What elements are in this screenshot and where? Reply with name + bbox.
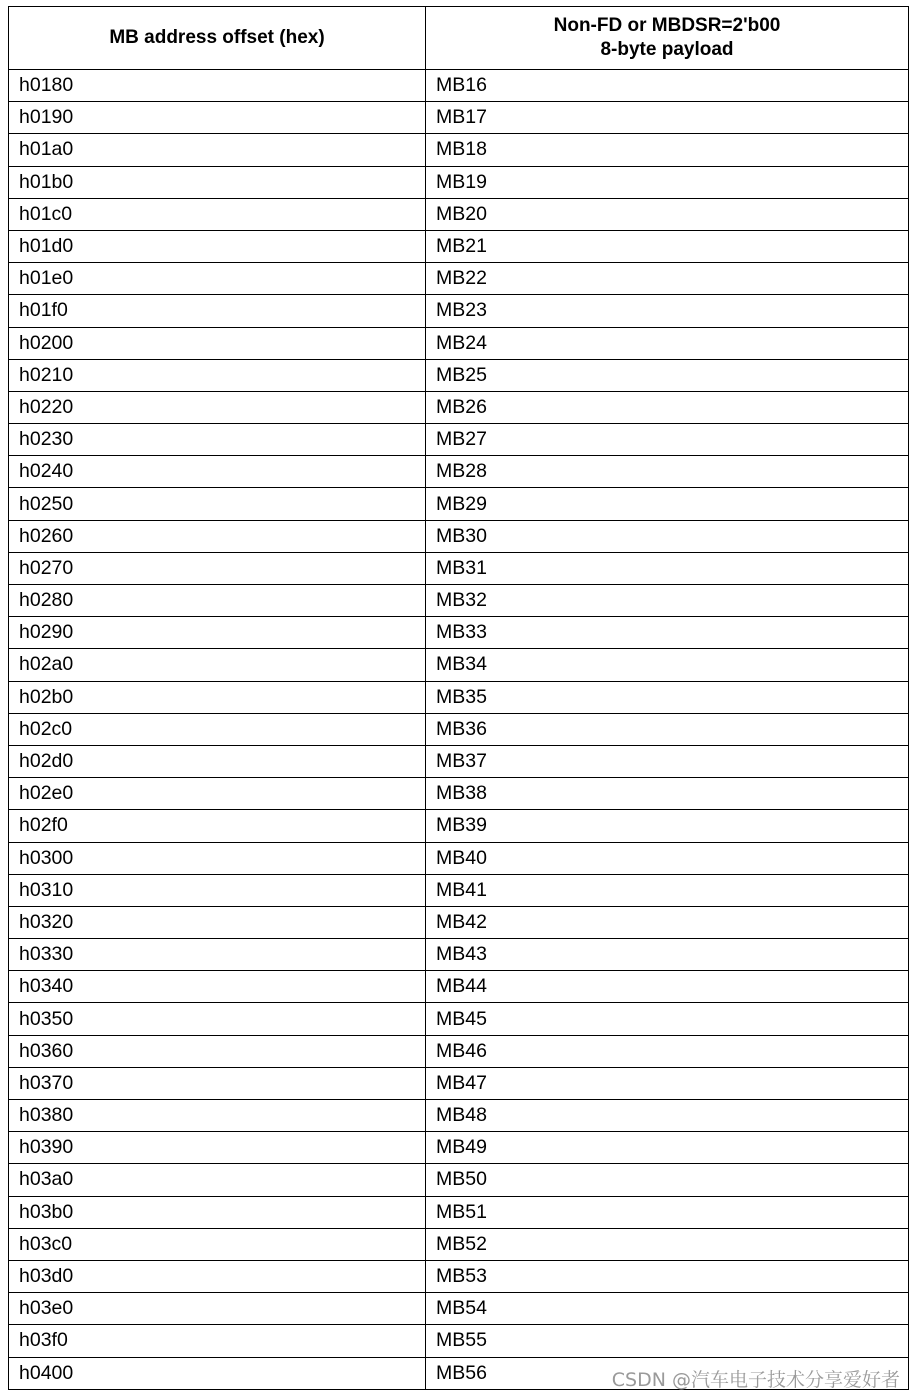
message-buffer-cell: MB23 xyxy=(426,295,909,327)
table-row xyxy=(9,1100,909,1132)
mb-address-offset-cell: h01b0 xyxy=(9,166,426,198)
mb-address-table-container xyxy=(8,6,908,1390)
message-buffer-cell: MB20 xyxy=(426,198,909,230)
table-row xyxy=(9,263,909,295)
mb-address-offset-cell: h03a0 xyxy=(9,1164,426,1196)
table-row xyxy=(9,166,909,198)
table-row xyxy=(9,681,909,713)
message-buffer-cell: MB47 xyxy=(426,1067,909,1099)
mb-address-offset-cell: h0260 xyxy=(9,520,426,552)
table-row xyxy=(9,134,909,166)
table-row xyxy=(9,198,909,230)
table-row xyxy=(9,552,909,584)
table-row xyxy=(9,1132,909,1164)
mb-address-offset-cell: h0180 xyxy=(9,70,426,102)
mb-address-offset-cell: h03c0 xyxy=(9,1228,426,1260)
message-buffer-cell: MB37 xyxy=(426,745,909,777)
table-row xyxy=(9,971,909,1003)
header-col1-label: MB address offset (hex) xyxy=(109,27,325,48)
table-row xyxy=(9,1164,909,1196)
mb-address-offset-cell: h0230 xyxy=(9,424,426,456)
table-row xyxy=(9,391,909,423)
table-row xyxy=(9,1228,909,1260)
header-col2-line1: Non-FD or MBDSR=2'b00 xyxy=(553,15,781,36)
message-buffer-cell: MB55 xyxy=(426,1325,909,1357)
mb-address-offset-cell: h02b0 xyxy=(9,681,426,713)
table-row xyxy=(9,488,909,520)
mb-address-offset-cell: h0320 xyxy=(9,906,426,938)
mb-address-offset-cell: h0310 xyxy=(9,874,426,906)
message-buffer-cell: MB45 xyxy=(426,1003,909,1035)
table-row xyxy=(9,230,909,262)
mb-address-offset-cell: h0380 xyxy=(9,1100,426,1132)
table-row xyxy=(9,424,909,456)
table-row xyxy=(9,1325,909,1357)
table-body xyxy=(9,70,909,1390)
message-buffer-cell: MB29 xyxy=(426,488,909,520)
mb-address-offset-cell: h02d0 xyxy=(9,745,426,777)
mb-address-offset-cell: h03e0 xyxy=(9,1293,426,1325)
mb-address-offset-cell: h0190 xyxy=(9,102,426,134)
csdn-watermark: CSDN @汽车电子技术分享爱好者 xyxy=(611,1369,900,1391)
message-buffer-cell: MB32 xyxy=(426,585,909,617)
table-row xyxy=(9,906,909,938)
table-row xyxy=(9,456,909,488)
message-buffer-cell: MB22 xyxy=(426,263,909,295)
mb-address-offset-cell: h01c0 xyxy=(9,198,426,230)
message-buffer-cell: MB41 xyxy=(426,874,909,906)
mb-address-offset-cell: h0240 xyxy=(9,456,426,488)
table-row xyxy=(9,745,909,777)
message-buffer-cell: MB39 xyxy=(426,810,909,842)
mb-address-offset-cell: h0200 xyxy=(9,327,426,359)
table-row xyxy=(9,102,909,134)
mb-address-offset-cell: h03b0 xyxy=(9,1196,426,1228)
table-row xyxy=(9,778,909,810)
message-buffer-cell: MB31 xyxy=(426,552,909,584)
table-row xyxy=(9,585,909,617)
mb-address-offset-cell: h02e0 xyxy=(9,778,426,810)
message-buffer-cell: MB34 xyxy=(426,649,909,681)
message-buffer-cell: MB49 xyxy=(426,1132,909,1164)
mb-address-offset-cell: h0360 xyxy=(9,1035,426,1067)
header-mb-address-offset xyxy=(9,7,426,70)
table-row xyxy=(9,810,909,842)
table-row xyxy=(9,70,909,102)
mb-address-offset-cell: h01e0 xyxy=(9,263,426,295)
mb-address-offset-cell: h0400 xyxy=(9,1357,426,1389)
mb-address-offset-cell: h0340 xyxy=(9,971,426,1003)
message-buffer-cell: MB40 xyxy=(426,842,909,874)
table-row xyxy=(9,1196,909,1228)
table-row xyxy=(9,1293,909,1325)
mb-address-offset-cell: h0290 xyxy=(9,617,426,649)
mb-address-offset-cell: h0220 xyxy=(9,391,426,423)
table-row xyxy=(9,327,909,359)
table-row xyxy=(9,617,909,649)
table-row xyxy=(9,713,909,745)
mb-address-offset-cell: h02c0 xyxy=(9,713,426,745)
table-row xyxy=(9,359,909,391)
table-row xyxy=(9,649,909,681)
mb-address-offset-cell: h0370 xyxy=(9,1067,426,1099)
mb-address-offset-cell: h01a0 xyxy=(9,134,426,166)
mb-address-offset-cell: h0280 xyxy=(9,585,426,617)
message-buffer-cell: MB52 xyxy=(426,1228,909,1260)
message-buffer-cell: MB36 xyxy=(426,713,909,745)
message-buffer-cell: MB51 xyxy=(426,1196,909,1228)
mb-address-offset-cell: h0350 xyxy=(9,1003,426,1035)
message-buffer-cell: MB26 xyxy=(426,391,909,423)
table-row xyxy=(9,1067,909,1099)
message-buffer-cell: MB17 xyxy=(426,102,909,134)
mb-address-offset-cell: h0390 xyxy=(9,1132,426,1164)
table-row xyxy=(9,295,909,327)
message-buffer-cell: MB24 xyxy=(426,327,909,359)
mb-address-offset-cell: h01f0 xyxy=(9,295,426,327)
message-buffer-cell: MB42 xyxy=(426,906,909,938)
message-buffer-cell: MB50 xyxy=(426,1164,909,1196)
message-buffer-cell: MB18 xyxy=(426,134,909,166)
mb-address-offset-cell: h0210 xyxy=(9,359,426,391)
table-row xyxy=(9,874,909,906)
header-payload-config xyxy=(426,7,909,70)
mb-address-table xyxy=(8,6,909,1390)
message-buffer-cell: MB35 xyxy=(426,681,909,713)
message-buffer-cell: MB48 xyxy=(426,1100,909,1132)
mb-address-offset-cell: h03d0 xyxy=(9,1260,426,1292)
table-row xyxy=(9,939,909,971)
mb-address-offset-cell: h0330 xyxy=(9,939,426,971)
mb-address-offset-cell: h02a0 xyxy=(9,649,426,681)
message-buffer-cell: MB19 xyxy=(426,166,909,198)
header-col2-line2: 8-byte payload xyxy=(600,39,734,60)
message-buffer-cell: MB25 xyxy=(426,359,909,391)
message-buffer-cell: MB27 xyxy=(426,424,909,456)
table-row xyxy=(9,842,909,874)
mb-address-offset-cell: h0250 xyxy=(9,488,426,520)
message-buffer-cell: MB46 xyxy=(426,1035,909,1067)
mb-address-offset-cell: h0300 xyxy=(9,842,426,874)
mb-address-offset-cell: h01d0 xyxy=(9,230,426,262)
message-buffer-cell: MB33 xyxy=(426,617,909,649)
table-row xyxy=(9,520,909,552)
message-buffer-cell: MB28 xyxy=(426,456,909,488)
table-row xyxy=(9,1035,909,1067)
message-buffer-cell: MB44 xyxy=(426,971,909,1003)
message-buffer-cell: MB21 xyxy=(426,230,909,262)
message-buffer-cell: MB53 xyxy=(426,1260,909,1292)
message-buffer-cell: MB16 xyxy=(426,70,909,102)
message-buffer-cell: MB56 xyxy=(426,1357,909,1389)
table-header-row xyxy=(9,7,909,70)
message-buffer-cell: MB38 xyxy=(426,778,909,810)
table-row xyxy=(9,1260,909,1292)
message-buffer-cell: MB54 xyxy=(426,1293,909,1325)
mb-address-offset-cell: h0270 xyxy=(9,552,426,584)
message-buffer-cell: MB30 xyxy=(426,520,909,552)
table-row xyxy=(9,1003,909,1035)
message-buffer-cell: MB43 xyxy=(426,939,909,971)
mb-address-offset-cell: h02f0 xyxy=(9,810,426,842)
mb-address-offset-cell: h03f0 xyxy=(9,1325,426,1357)
